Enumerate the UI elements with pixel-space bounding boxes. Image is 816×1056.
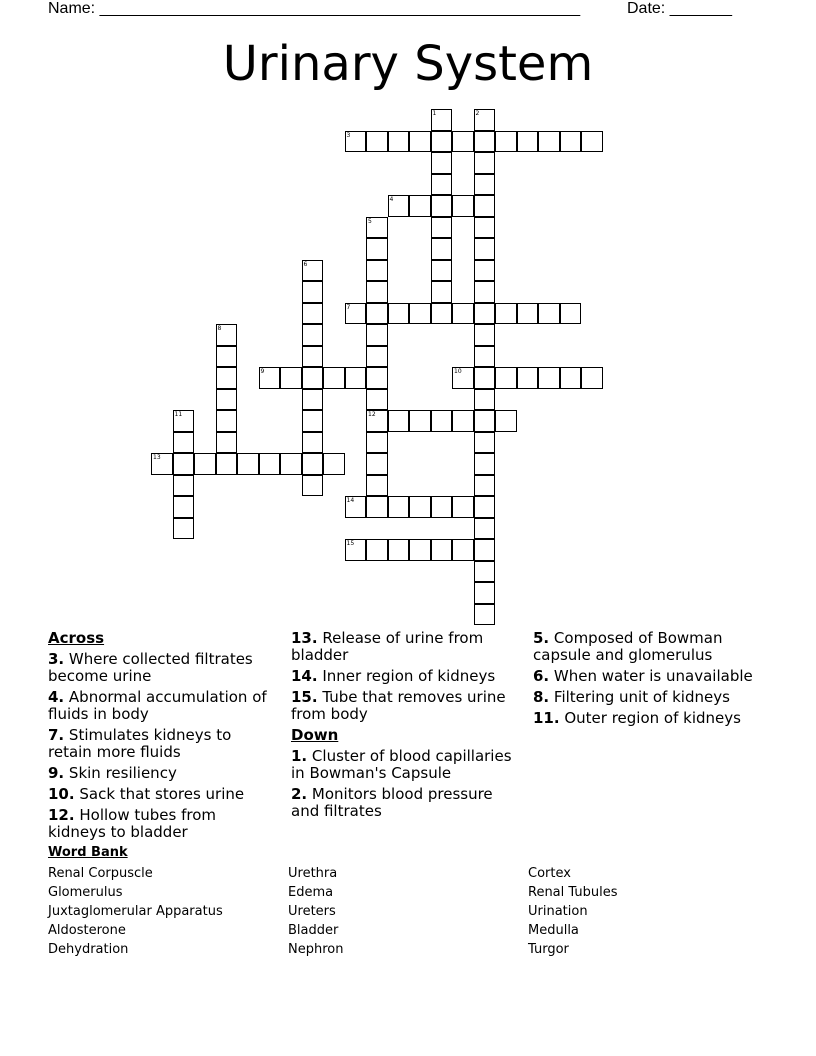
clue-across-12: 12. Hollow tubes from kidneys to bladder (48, 806, 216, 841)
crossword-cell[interactable] (409, 496, 431, 518)
crossword-cell[interactable] (345, 539, 367, 561)
word-bank-item: Bladder (288, 923, 339, 938)
crossword-cell[interactable] (323, 453, 345, 475)
word-bank-item: Aldosterone (48, 923, 126, 938)
crossword-cell[interactable] (366, 432, 388, 454)
crossword-cell[interactable] (366, 303, 388, 325)
crossword-cell[interactable] (388, 539, 410, 561)
cell-number: 10 (454, 368, 462, 375)
crossword-cell[interactable] (388, 195, 410, 217)
crossword-cell[interactable] (366, 217, 388, 239)
crossword-cell[interactable] (409, 303, 431, 325)
crossword-cell[interactable] (474, 346, 496, 368)
crossword-cell[interactable] (431, 152, 453, 174)
crossword-cell[interactable] (517, 303, 539, 325)
crossword-cell[interactable] (474, 561, 496, 583)
crossword-cell[interactable] (431, 109, 453, 131)
crossword-cell[interactable] (474, 324, 496, 346)
crossword-cell[interactable] (474, 389, 496, 411)
crossword-cell[interactable] (431, 174, 453, 196)
crossword-cell[interactable] (474, 109, 496, 131)
clue-across-3: 3. Where collected filtrates become urine (48, 650, 253, 685)
crossword-cell[interactable] (237, 453, 259, 475)
date-field-label[interactable]: Date: _______ (627, 0, 732, 17)
crossword-cell[interactable] (474, 539, 496, 561)
crossword-cell[interactable] (431, 303, 453, 325)
crossword-cell[interactable] (194, 453, 216, 475)
crossword-cell[interactable] (366, 324, 388, 346)
word-bank-heading: Word Bank (48, 845, 128, 860)
crossword-cell[interactable] (474, 496, 496, 518)
crossword-cell[interactable] (216, 346, 238, 368)
across-heading: Across (48, 629, 105, 647)
crossword-cell[interactable] (431, 410, 453, 432)
crossword-cell[interactable] (345, 367, 367, 389)
crossword-cell[interactable] (366, 539, 388, 561)
crossword-cell[interactable] (538, 303, 560, 325)
crossword-cell[interactable] (366, 475, 388, 497)
clues-column-1 (48, 630, 276, 845)
crossword-cell[interactable] (216, 367, 238, 389)
crossword-cell[interactable] (581, 367, 603, 389)
crossword-cell[interactable] (431, 496, 453, 518)
cell-number: 14 (346, 497, 355, 504)
word-bank-item: Edema (288, 885, 334, 900)
crossword-cell[interactable] (474, 131, 496, 153)
crossword-cell[interactable] (495, 410, 517, 432)
clue-across-7: 7. Stimulates kidneys to retain more fluids (48, 726, 232, 761)
crossword-cell[interactable] (388, 131, 410, 153)
crossword-cell[interactable] (366, 389, 388, 411)
cell-number: 2 (475, 110, 480, 117)
crossword-cell[interactable] (452, 195, 474, 217)
page-title: Urinary System (222, 36, 594, 92)
crossword-cell[interactable] (302, 367, 324, 389)
crossword-cell[interactable] (302, 475, 324, 497)
crossword-cell[interactable] (538, 367, 560, 389)
crossword-cell[interactable] (280, 367, 302, 389)
crossword-cell[interactable] (388, 303, 410, 325)
crossword-cell[interactable] (474, 582, 496, 604)
crossword-cell[interactable] (495, 303, 517, 325)
crossword-cell[interactable] (409, 539, 431, 561)
crossword-cell[interactable] (474, 475, 496, 497)
crossword-cell[interactable] (452, 303, 474, 325)
crossword-cell[interactable] (366, 410, 388, 432)
clue-down-5: 5. Composed of Bowman capsule and glomerulus (533, 629, 723, 664)
word-bank-item: Glomerulus (48, 885, 123, 900)
crossword-cell[interactable] (431, 238, 453, 260)
crossword-cell[interactable] (302, 432, 324, 454)
word-bank-column-3 (528, 864, 617, 959)
crossword-cell[interactable] (452, 496, 474, 518)
crossword-cell[interactable] (474, 281, 496, 303)
crossword-cell[interactable] (173, 453, 195, 475)
crossword-cell[interactable] (409, 195, 431, 217)
crossword-cell[interactable] (474, 152, 496, 174)
crossword-cell[interactable] (431, 260, 453, 282)
clues-column-2 (291, 630, 516, 824)
word-bank-item: Renal Tubules (528, 885, 618, 900)
crossword-cell[interactable] (302, 410, 324, 432)
word-bank-item: Renal Corpuscle (48, 866, 153, 881)
word-bank-column-1 (48, 864, 223, 959)
crossword-cell[interactable] (345, 131, 367, 153)
crossword-cell[interactable] (216, 453, 238, 475)
name-field-label[interactable]: Name: ______________________________________________________ (48, 0, 581, 17)
crossword-cell[interactable] (302, 324, 324, 346)
crossword-cell[interactable] (431, 195, 453, 217)
word-bank-item: Turgor (528, 942, 569, 957)
cell-number: 12 (368, 411, 376, 418)
crossword-cell[interactable] (259, 453, 281, 475)
word-bank-item: Urethra (288, 866, 338, 881)
crossword-cell[interactable] (517, 131, 539, 153)
word-bank-item: Cortex (528, 866, 571, 881)
cell-number: 4 (389, 196, 394, 203)
crossword-cell[interactable] (388, 496, 410, 518)
crossword-cell[interactable] (302, 281, 324, 303)
crossword-cell[interactable] (474, 453, 496, 475)
cell-number: 9 (260, 368, 265, 375)
crossword-cell[interactable] (173, 432, 195, 454)
word-bank-item: Nephron (288, 942, 344, 957)
cell-number: 6 (303, 260, 308, 268)
crossword-cell[interactable] (452, 410, 474, 432)
crossword-cell[interactable] (366, 238, 388, 260)
crossword-cell[interactable] (366, 496, 388, 518)
word-bank-item: Ureters (288, 904, 336, 919)
crossword-cell[interactable] (323, 367, 345, 389)
crossword-cell[interactable] (474, 217, 496, 239)
crossword-cell[interactable] (302, 453, 324, 475)
cell-number: 15 (346, 540, 355, 547)
crossword-cell[interactable] (560, 367, 582, 389)
cell-number: 13 (153, 454, 161, 461)
word-bank-item: Medulla (528, 923, 579, 938)
crossword-cell[interactable] (366, 453, 388, 475)
crossword-cell[interactable] (388, 410, 410, 432)
cell-number: 5 (368, 217, 372, 225)
crossword-cell[interactable] (173, 496, 195, 518)
crossword-cell[interactable] (474, 604, 496, 626)
crossword-cell[interactable] (560, 131, 582, 153)
crossword-cell[interactable] (409, 131, 431, 153)
crossword-cell[interactable] (452, 131, 474, 153)
crossword-cell[interactable] (517, 367, 539, 389)
crossword-cell[interactable] (151, 453, 173, 475)
crossword-cell[interactable] (345, 303, 367, 325)
crossword-cell[interactable] (216, 410, 238, 432)
crossword-cell[interactable] (216, 324, 238, 346)
crossword-cell[interactable] (538, 131, 560, 153)
crossword-cell[interactable] (495, 131, 517, 153)
crossword-cell[interactable] (474, 367, 496, 389)
crossword-cell[interactable] (474, 195, 496, 217)
crossword-cell[interactable] (366, 281, 388, 303)
crossword-cell[interactable] (366, 131, 388, 153)
crossword-cell[interactable] (560, 303, 582, 325)
crossword-cell[interactable] (302, 389, 324, 411)
crossword-cell[interactable] (216, 389, 238, 411)
crossword-cell[interactable] (431, 539, 453, 561)
clue-down-6: 6. When water is unavailable (533, 667, 753, 685)
crossword-cell[interactable] (474, 410, 496, 432)
cell-number: 1 (432, 110, 437, 117)
crossword-cell[interactable] (474, 518, 496, 540)
crossword-cell[interactable] (474, 238, 496, 260)
word-bank-item: Dehydration (48, 942, 129, 957)
crossword-cell[interactable] (302, 303, 324, 325)
cell-number: 11 (174, 411, 183, 418)
crossword-cell[interactable] (474, 174, 496, 196)
crossword-cell[interactable] (259, 367, 281, 389)
clues-column-3 (533, 630, 768, 731)
crossword-cell[interactable] (581, 131, 603, 153)
crossword-cell[interactable] (173, 410, 195, 432)
crossword-cell[interactable] (366, 260, 388, 282)
clue-down-8: 8. Filtering unit of kidneys (533, 688, 730, 706)
clue-down-1: 1. Cluster of blood capillaries in Bowman's Capsule (291, 747, 512, 782)
clue-across-4: 4. Abnormal accumulation of fluids in body (48, 688, 267, 723)
crossword-cell[interactable] (452, 367, 474, 389)
clue-across-15: 15. Tube that removes urine from body (291, 688, 506, 723)
crossword-cell[interactable] (431, 281, 453, 303)
word-bank-item: Juxtaglomerular Apparatus (48, 904, 223, 919)
crossword-cell[interactable] (409, 410, 431, 432)
crossword-cell[interactable] (345, 496, 367, 518)
clue-across-10: 10. Sack that stores urine (48, 785, 245, 803)
clue-across-14: 14. Inner region of kidneys (291, 667, 496, 685)
cell-number: 8 (217, 325, 222, 332)
crossword-cell[interactable] (173, 475, 195, 497)
crossword-cell[interactable] (366, 346, 388, 368)
crossword-cell[interactable] (474, 432, 496, 454)
clue-across-13: 13. Release of urine from bladder (291, 629, 484, 664)
crossword-cell[interactable] (474, 303, 496, 325)
crossword-cell[interactable] (431, 131, 453, 153)
crossword-cell[interactable] (366, 367, 388, 389)
word-bank-item: Urination (528, 904, 588, 919)
crossword-cell[interactable] (474, 260, 496, 282)
crossword-cell[interactable] (173, 518, 195, 540)
cell-number: 3 (346, 131, 351, 139)
crossword-cell[interactable] (302, 260, 324, 282)
clue-across-9: 9. Skin resiliency (48, 764, 177, 782)
crossword-cell[interactable] (452, 539, 474, 561)
crossword-cell[interactable] (431, 217, 453, 239)
word-bank-column-2 (288, 864, 343, 959)
down-heading: Down (291, 726, 339, 744)
cell-number: 7 (346, 303, 351, 311)
crossword-cell[interactable] (495, 367, 517, 389)
crossword-cell[interactable] (302, 346, 324, 368)
clue-down-2: 2. Monitors blood pressure and filtrates (291, 785, 493, 820)
crossword-cell[interactable] (280, 453, 302, 475)
clue-down-11: 11. Outer region of kidneys (533, 709, 741, 727)
crossword-cell[interactable] (216, 432, 238, 454)
